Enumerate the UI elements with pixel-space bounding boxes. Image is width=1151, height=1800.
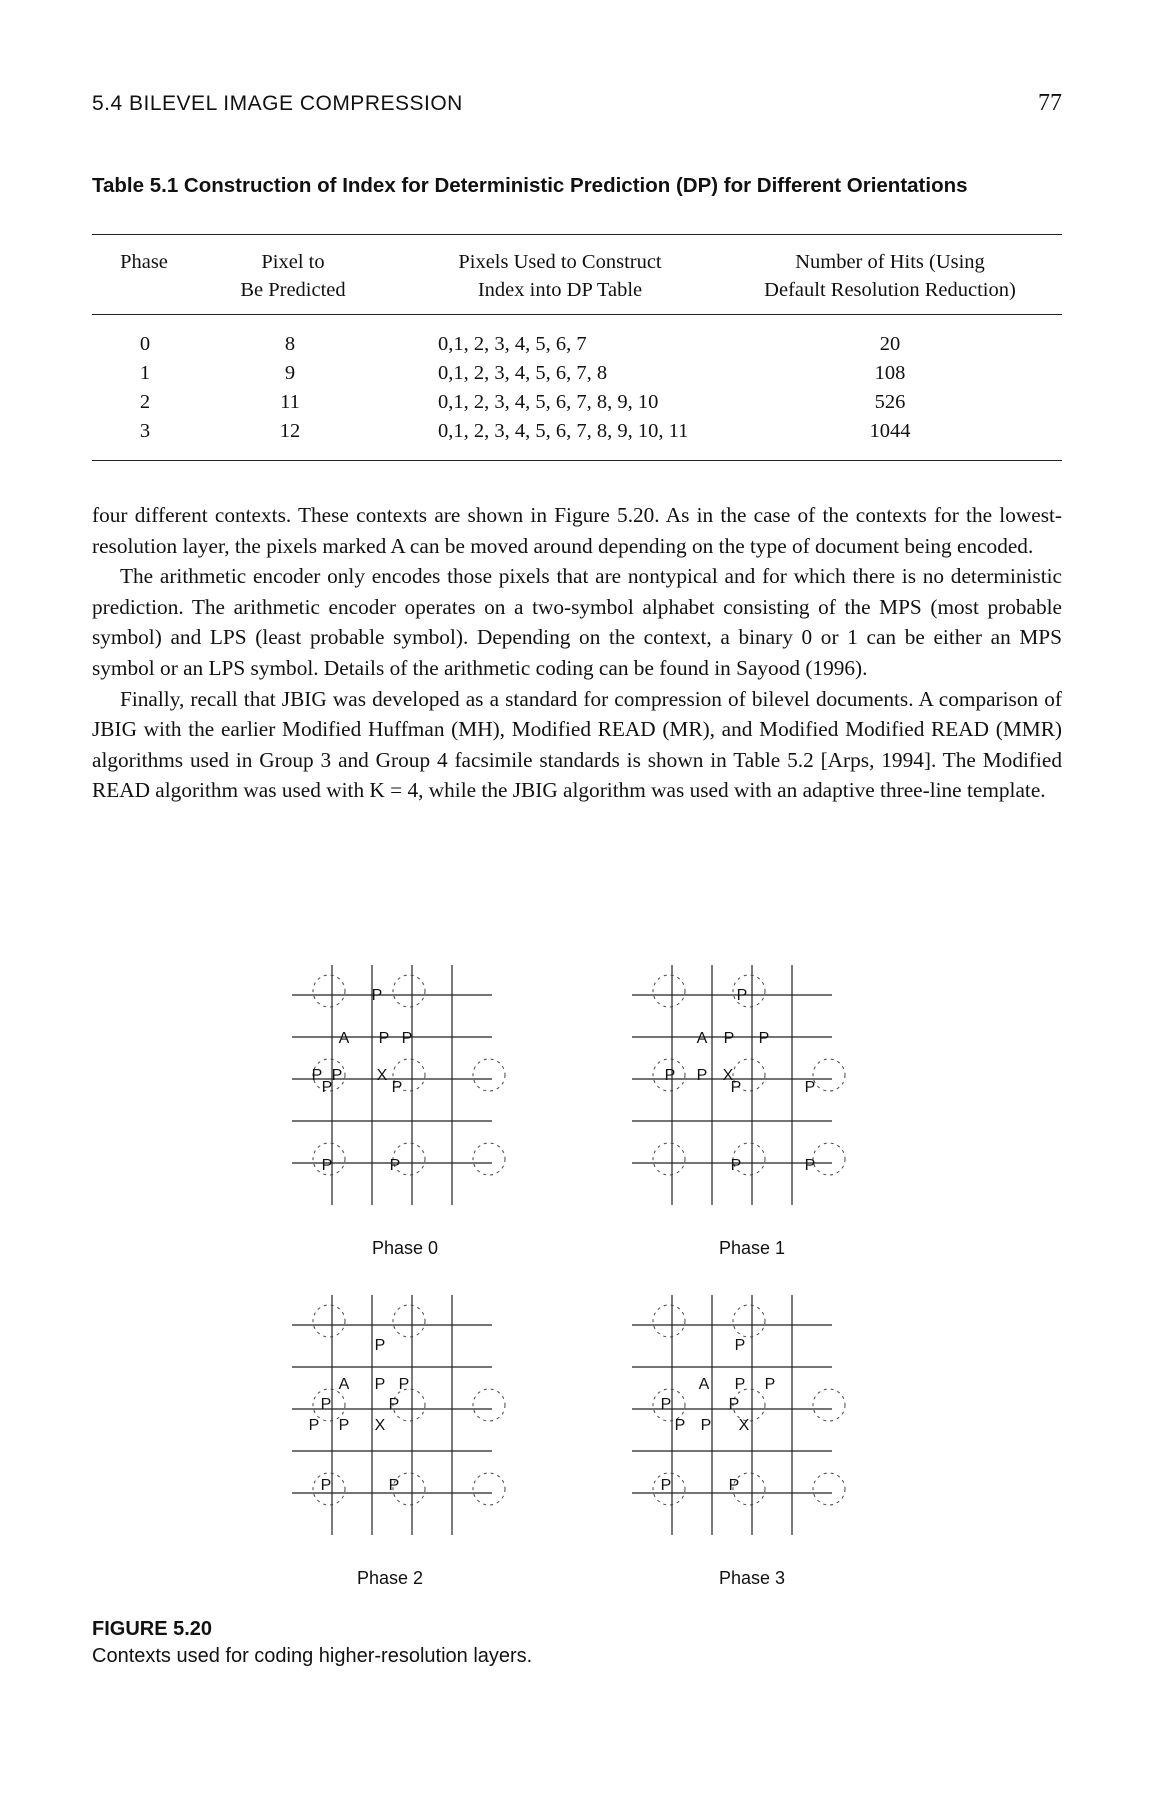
- predicted-pixel-label: P: [321, 1079, 333, 1096]
- table-header-rule: [92, 314, 1062, 315]
- phase-label: Phase 1: [718, 1238, 786, 1258]
- predicted-pixel-label: P: [660, 1396, 672, 1413]
- adaptive-pixel-label: A: [698, 1376, 710, 1393]
- grid-phase-1: [632, 955, 857, 1225]
- cell-hits: 108: [874, 362, 906, 384]
- phase-label: Phase 3: [718, 1568, 786, 1588]
- context-diagram-phase-3: [632, 1285, 857, 1555]
- predicted-pixel-label: P: [723, 1030, 735, 1047]
- predicted-pixel-label: P: [758, 1030, 770, 1047]
- grid-phase-3: [632, 1285, 857, 1555]
- predicted-pixel-label: P: [736, 987, 748, 1004]
- current-pixel-label: X: [738, 1417, 750, 1434]
- predicted-pixel-label: P: [331, 1067, 343, 1084]
- predicted-pixel-label: P: [730, 1079, 742, 1096]
- section-title: 5.4 BILEVEL IMAGE COMPRESSION: [92, 92, 463, 115]
- low-res-pixel-circle: [313, 1305, 345, 1337]
- low-res-pixel-circle: [473, 1389, 505, 1421]
- low-res-pixel-circle: [393, 1305, 425, 1337]
- cell-phase: 0: [139, 333, 151, 355]
- running-header: [92, 86, 1062, 126]
- predicted-pixel-label: P: [374, 1376, 386, 1393]
- predicted-pixel-label: P: [664, 1067, 676, 1084]
- cell-index: 0,1, 2, 3, 4, 5, 6, 7, 8, 9, 10: [438, 391, 659, 413]
- predicted-pixel-label: P: [374, 1337, 386, 1354]
- predicted-pixel-label: P: [696, 1067, 708, 1084]
- phase-label: Phase 2: [356, 1568, 424, 1588]
- page-number: 77: [1038, 90, 1062, 116]
- predicted-pixel-label: P: [338, 1417, 350, 1434]
- cell-index: 0,1, 2, 3, 4, 5, 6, 7, 8: [438, 362, 608, 384]
- cell-index: 0,1, 2, 3, 4, 5, 6, 7: [438, 333, 587, 355]
- low-res-pixel-circle: [813, 1059, 845, 1091]
- low-res-pixel-circle: [813, 1473, 845, 1505]
- context-diagram-phase-2: [292, 1285, 517, 1555]
- low-res-pixel-circle: [813, 1143, 845, 1175]
- cell-phase: 2: [139, 391, 151, 413]
- predicted-pixel-label: P: [728, 1396, 740, 1413]
- predicted-pixel-label: P: [734, 1337, 746, 1354]
- grid-phase-2: [292, 1285, 517, 1555]
- figure-number: FIGURE 5.20: [92, 1618, 213, 1640]
- table-caption: Table 5.1 Construction of Index for Deterministic Prediction (DP) for Different Orientations: [92, 174, 968, 197]
- context-diagram-phase-0: [292, 955, 517, 1225]
- low-res-pixel-circle: [653, 1305, 685, 1337]
- predicted-pixel-label: P: [700, 1417, 712, 1434]
- figure-caption-text: Contexts used for coding higher-resolution layers.: [92, 1645, 533, 1667]
- predicted-pixel-label: P: [804, 1157, 816, 1174]
- predicted-pixel-label: P: [660, 1477, 672, 1494]
- predicted-pixel-label: P: [728, 1477, 740, 1494]
- cell-pixel: 9: [284, 362, 296, 384]
- predicted-pixel-label: P: [388, 1477, 400, 1494]
- predicted-pixel-label: P: [378, 1030, 390, 1047]
- paragraph: The arithmetic encoder only encodes those pixels that are nontypical and for which there is no deterministic prediction. The arithmetic encoder operates on a two-symbol alphabet consisting of the MPS (most probable symbol) and LPS (least probable symbol). Depending on the context, a binary 0 or 1 can be either an MPS symbol or an LPS symbol. Details of the arithmetic coding can be found in Sayood (1996).: [92, 564, 1062, 680]
- predicted-pixel-label: P: [764, 1376, 776, 1393]
- cell-pixel: 8: [284, 333, 296, 355]
- current-pixel-label: X: [722, 1067, 734, 1084]
- adaptive-pixel-label: A: [338, 1376, 350, 1393]
- body-text: [92, 500, 1062, 806]
- low-res-pixel-circle: [473, 1143, 505, 1175]
- low-res-pixel-circle: [813, 1389, 845, 1421]
- context-diagram-phase-1: [632, 955, 857, 1225]
- low-res-pixel-circle: [313, 975, 345, 1007]
- low-res-pixel-circle: [473, 1473, 505, 1505]
- paragraph: Finally, recall that JBIG was developed as a standard for compression of bilevel documents. A comparison of JBIG with the earlier Modified Huffman (MH), Modified READ (MR), and Modified Modified READ (MMR) algorithms used in Group 3 and Group 4 facsimile standards is shown in Table 5.2 [Arps, 1994]. The Modified READ algorithm was used with K = 4, while the JBIG algorithm was used with an adaptive three-line template.: [92, 686, 1062, 803]
- paragraph: four different contexts. These contexts are shown in Figure 5.20. As in the case of the contexts for the lowest-resolution layer, the pixels marked A can be moved around depending on the type of document being encoded.: [92, 503, 1062, 558]
- predicted-pixel-label: P: [320, 1477, 332, 1494]
- col-header-pixel: Pixel to Be Predicted: [240, 251, 346, 301]
- low-res-pixel-circle: [733, 1305, 765, 1337]
- col-header-hits: Number of Hits (Using Default Resolution Reduction): [764, 251, 1016, 301]
- low-res-pixel-circle: [393, 975, 425, 1007]
- cell-pixel: 12: [279, 420, 301, 442]
- current-pixel-label: X: [374, 1417, 386, 1434]
- current-pixel-label: X: [376, 1067, 388, 1084]
- predicted-pixel-label: P: [804, 1079, 816, 1096]
- predicted-pixel-label: P: [674, 1417, 686, 1434]
- col-header-phase: Phase: [120, 251, 168, 273]
- predicted-pixel-label: P: [734, 1376, 746, 1393]
- predicted-pixel-label: P: [391, 1079, 403, 1096]
- cell-hits: 1044: [869, 420, 911, 442]
- predicted-pixel-label: P: [311, 1067, 323, 1084]
- predicted-pixel-label: P: [401, 1030, 413, 1047]
- cell-phase: 1: [139, 362, 151, 384]
- low-res-pixel-circle: [653, 975, 685, 1007]
- predicted-pixel-label: P: [730, 1157, 742, 1174]
- predicted-pixel-label: P: [388, 1396, 400, 1413]
- predicted-pixel-label: P: [389, 1157, 401, 1174]
- table-top-rule: [92, 234, 1062, 235]
- cell-hits: 526: [874, 391, 906, 413]
- low-res-pixel-circle: [653, 1143, 685, 1175]
- cell-hits: 20: [879, 333, 901, 355]
- predicted-pixel-label: P: [321, 1157, 333, 1174]
- predicted-pixel-label: P: [320, 1396, 332, 1413]
- grid-phase-0: [292, 955, 517, 1225]
- adaptive-pixel-label: A: [696, 1030, 708, 1047]
- figure-caption: [92, 1618, 532, 1668]
- cell-pixel: 11: [280, 391, 300, 413]
- cell-phase: 3: [139, 420, 151, 442]
- adaptive-pixel-label: A: [338, 1030, 350, 1047]
- predicted-pixel-label: P: [371, 987, 383, 1004]
- table-bottom-rule: [92, 460, 1062, 461]
- cell-index: 0,1, 2, 3, 4, 5, 6, 7, 8, 9, 10, 11: [438, 420, 689, 442]
- col-header-index: Pixels Used to Construct Index into DP Table: [458, 251, 662, 301]
- predicted-pixel-label: P: [398, 1376, 410, 1393]
- predicted-pixel-label: P: [308, 1417, 320, 1434]
- phase-label: Phase 0: [371, 1238, 439, 1258]
- low-res-pixel-circle: [473, 1059, 505, 1091]
